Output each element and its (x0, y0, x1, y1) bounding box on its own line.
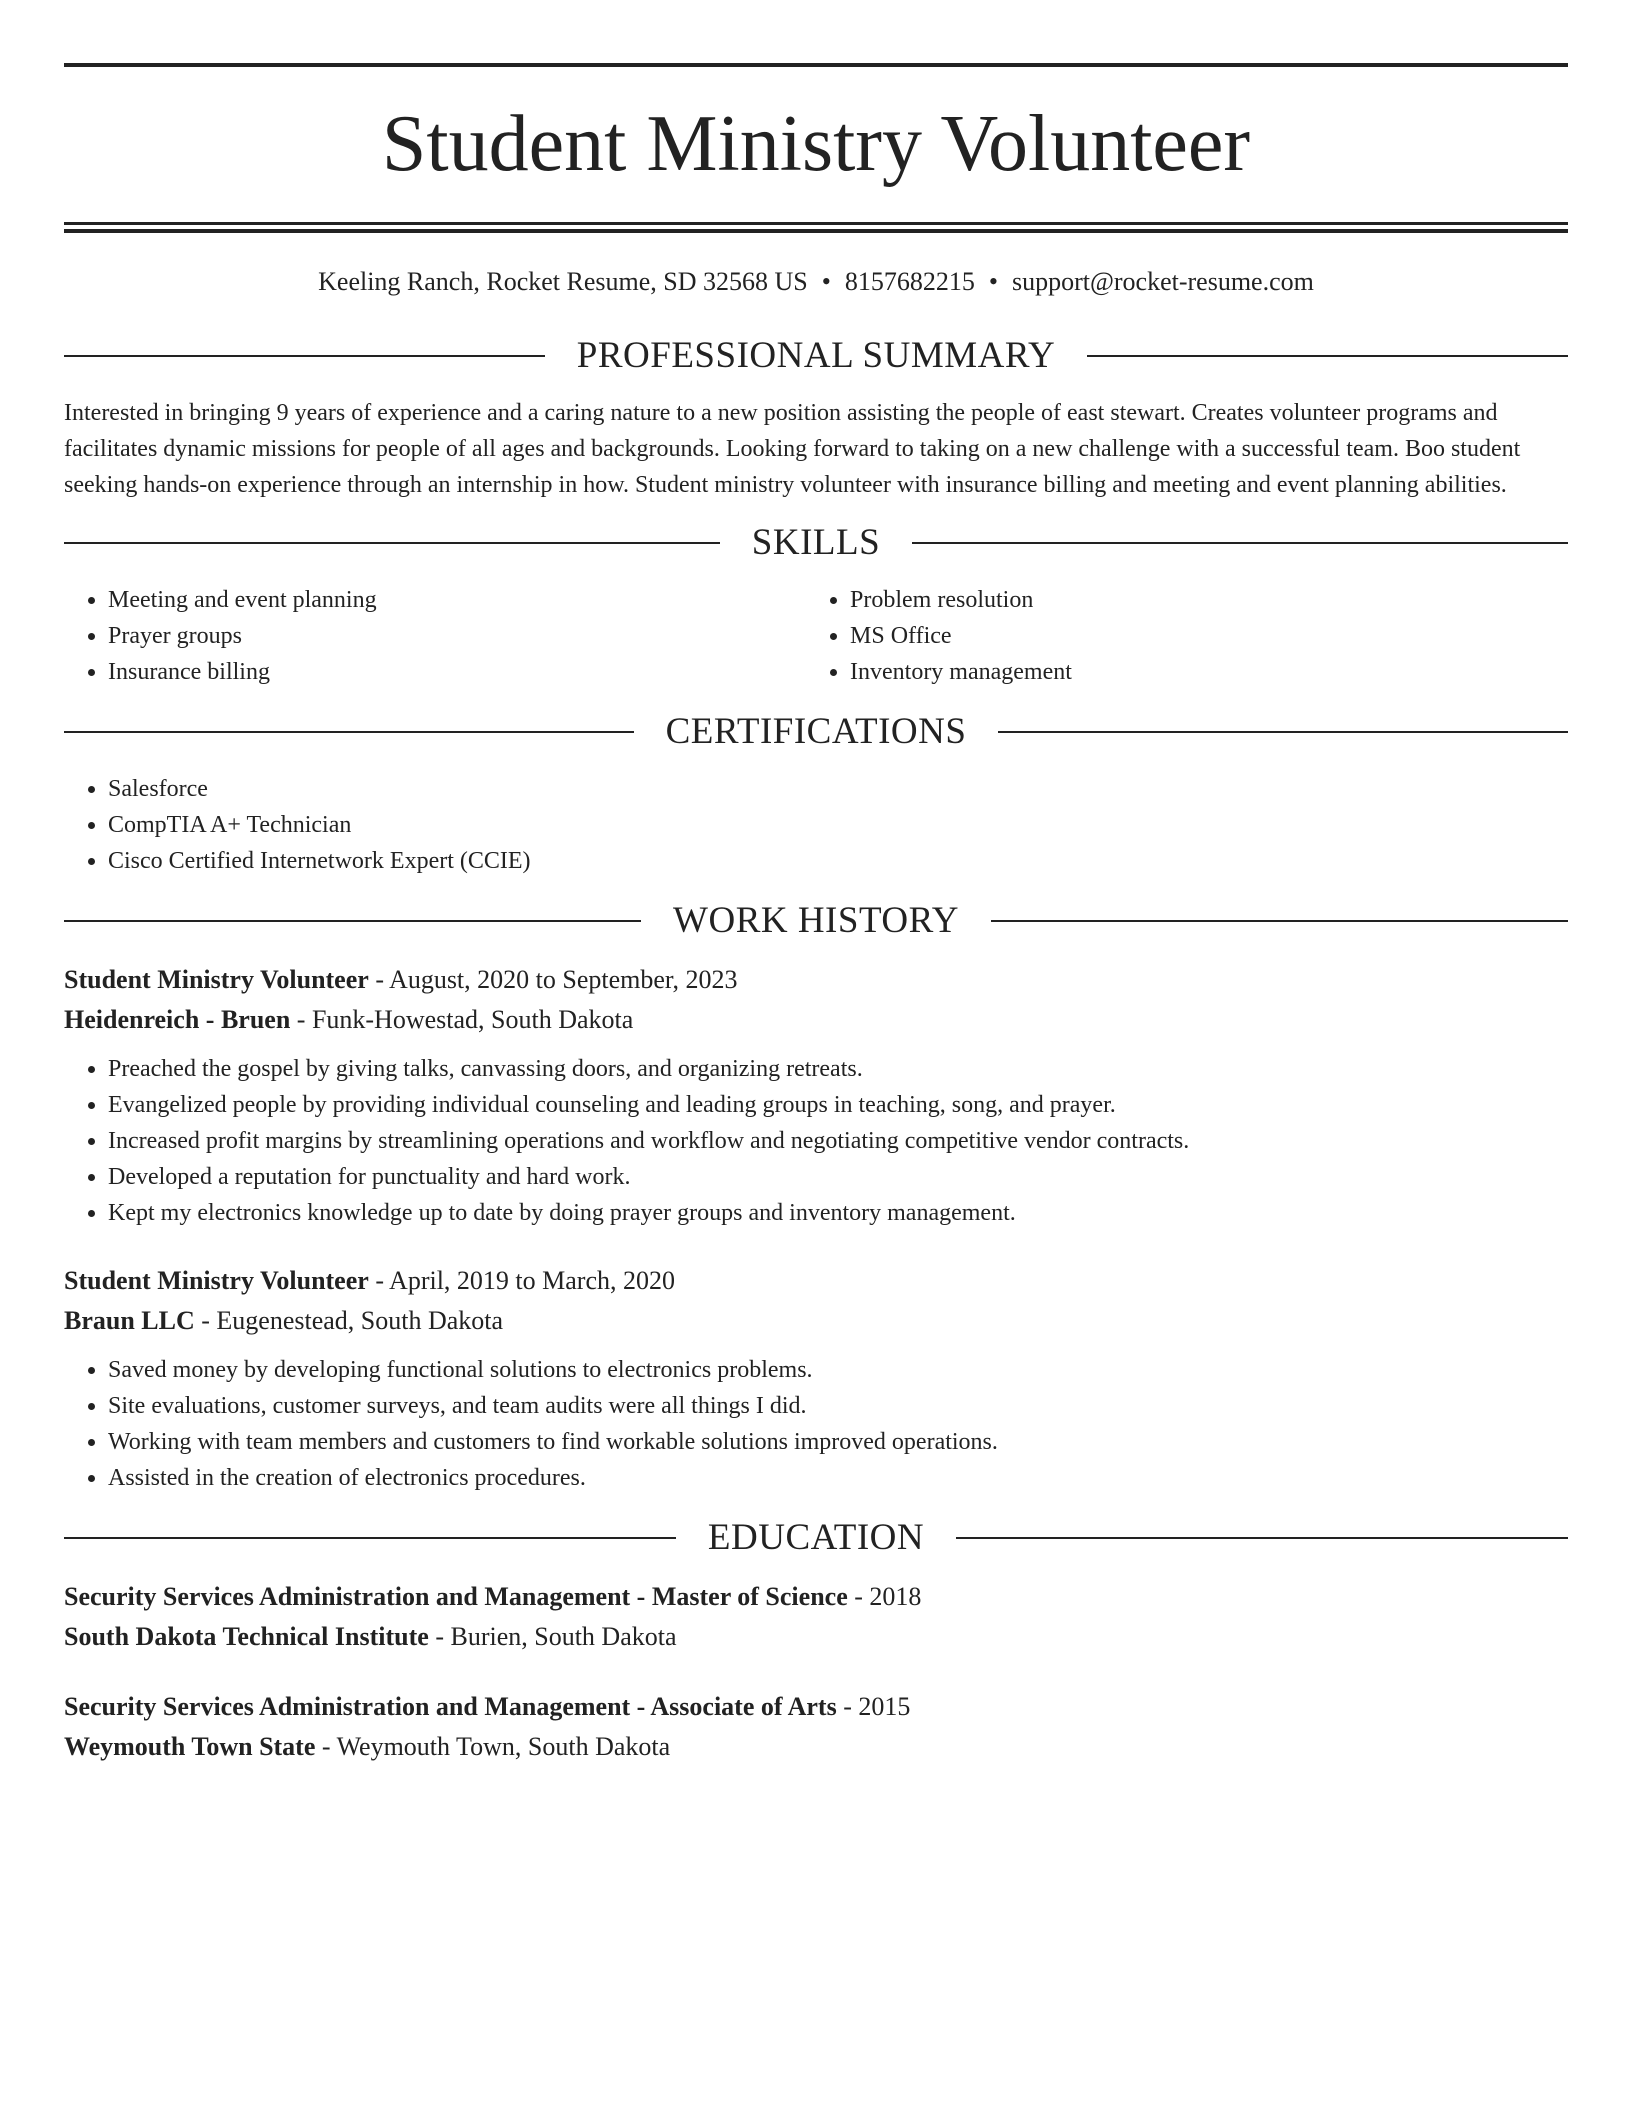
education-school: South Dakota Technical Institute (64, 1622, 429, 1651)
job-bullet: • Site evaluations, customer surveys, and team audits were all things I did. (108, 1388, 1568, 1424)
skill-item: • Insurance billing (108, 654, 806, 690)
job-bullets (64, 1352, 1568, 1496)
job-entry (64, 960, 1568, 1231)
job-dates: - August, 2020 to September, 2023 (368, 965, 738, 994)
job-bullet: • Saved money by developing functional solutions to electronics problems. (108, 1352, 1568, 1388)
certification-item: • CompTIA A+ Technician (108, 807, 1568, 843)
job-title-line (64, 960, 1568, 1000)
education-school: Weymouth Town State (64, 1732, 316, 1761)
top-rule (64, 63, 1568, 67)
skill-item: • Problem resolution (850, 582, 1548, 618)
heading-rule (998, 731, 1568, 733)
skill-item: • MS Office (850, 618, 1548, 654)
heading-rule (64, 920, 641, 922)
summary-text: Interested in bringing 9 years of experience and a caring nature to a new position assisting the people of east stewart. Creates volunteer programs and facilitates dynamic missions for people of all ages and backgrounds. Looking forward to taking on a new challenge with a successful team. Boo student seeking hands-on experience through an internship in how. Student ministry volunteer with insurance billing and meeting and event planning abilities. (64, 400, 1521, 498)
section-heading-certifications (64, 710, 1568, 754)
skills-column-right (806, 582, 1548, 690)
contact-phone: 8157682215 (844, 267, 975, 296)
education-degree-line (64, 1577, 1568, 1617)
skill-item: • Meeting and event planning (108, 582, 806, 618)
job-company: Heidenreich - Bruen (64, 1005, 291, 1034)
contact-email: support@rocket-resume.com (1011, 267, 1314, 296)
education-school-line (64, 1617, 1568, 1657)
heading-rule (1087, 355, 1568, 357)
job-title-line (64, 1261, 1568, 1301)
education-year: - 2015 (836, 1692, 911, 1721)
education-year: - 2018 (847, 1582, 922, 1611)
education-location: - Burien, South Dakota (428, 1622, 677, 1651)
section-title: PROFESSIONAL SUMMARY (576, 335, 1056, 376)
heading-rule (64, 355, 545, 357)
section-heading-summary (64, 334, 1568, 378)
job-bullet: • Assisted in the creation of electronics procedures. (108, 1460, 1568, 1496)
section-heading-work-history (64, 899, 1568, 943)
certification-item: • Salesforce (108, 771, 1568, 807)
education-degree: Security Services Administration and Management - Master of Science (64, 1582, 848, 1611)
section-title: WORK HISTORY (673, 900, 959, 941)
job-role: Student Ministry Volunteer (64, 1266, 369, 1295)
section-heading-education (64, 1516, 1568, 1560)
heading-rule (64, 1537, 676, 1539)
heading-rule (64, 731, 634, 733)
section-title: SKILLS (751, 522, 881, 563)
job-bullet: • Increased profit margins by streamlining operations and workflow and negotiating competitive vendor contracts. (108, 1123, 1568, 1159)
heading-rule (991, 920, 1568, 922)
section-title: EDUCATION (707, 1517, 925, 1558)
education-location: - Weymouth Town, South Dakota (315, 1732, 671, 1761)
contact-separator: • (821, 267, 831, 296)
education-school-line (64, 1727, 1568, 1767)
double-rule (64, 222, 1568, 233)
job-location: - Eugenestead, South Dakota (194, 1306, 504, 1335)
job-bullet: • Developed a reputation for punctuality and hard work. (108, 1159, 1568, 1195)
contact-address: Keeling Ranch, Rocket Resume, SD 32568 US (318, 267, 808, 296)
contact-separator: • (988, 267, 998, 296)
job-bullet: • Working with team members and customers to find workable solutions improved operations. (108, 1424, 1568, 1460)
job-role: Student Ministry Volunteer (64, 965, 369, 994)
skill-item: • Inventory management (850, 654, 1548, 690)
education-degree-line (64, 1687, 1568, 1727)
contact-line (64, 265, 1568, 299)
resume-page (64, 0, 1568, 1767)
skills-list (64, 582, 1568, 690)
education-entry (64, 1577, 1568, 1657)
job-dates: - April, 2019 to March, 2020 (368, 1266, 675, 1295)
job-entry (64, 1261, 1568, 1496)
certification-item: • Cisco Certified Internetwork Expert (CCIE) (108, 843, 1568, 879)
job-bullet: • Evangelized people by providing individual counseling and leading groups in teaching, song, and prayer. (108, 1087, 1568, 1123)
job-company: Braun LLC (64, 1306, 195, 1335)
heading-rule (956, 1537, 1568, 1539)
heading-rule (64, 542, 720, 544)
section-heading-skills (64, 521, 1568, 565)
heading-rule (912, 542, 1568, 544)
job-bullet: • Preached the gospel by giving talks, canvassing doors, and organizing retreats. (108, 1051, 1568, 1087)
job-location: - Funk-Howestad, South Dakota (290, 1005, 634, 1034)
certifications-list (64, 771, 1568, 879)
section-title: CERTIFICATIONS (665, 711, 967, 752)
candidate-name: Student Ministry Volunteer (381, 100, 1251, 188)
skills-column-left (64, 582, 806, 690)
job-bullets (64, 1051, 1568, 1231)
education-entry (64, 1687, 1568, 1767)
education-degree: Security Services Administration and Management - Associate of Arts (64, 1692, 837, 1721)
skill-item: • Prayer groups (108, 618, 806, 654)
job-company-line (64, 1301, 1568, 1341)
job-bullet: • Kept my electronics knowledge up to date by doing prayer groups and inventory management. (108, 1195, 1568, 1231)
job-company-line (64, 1000, 1568, 1040)
